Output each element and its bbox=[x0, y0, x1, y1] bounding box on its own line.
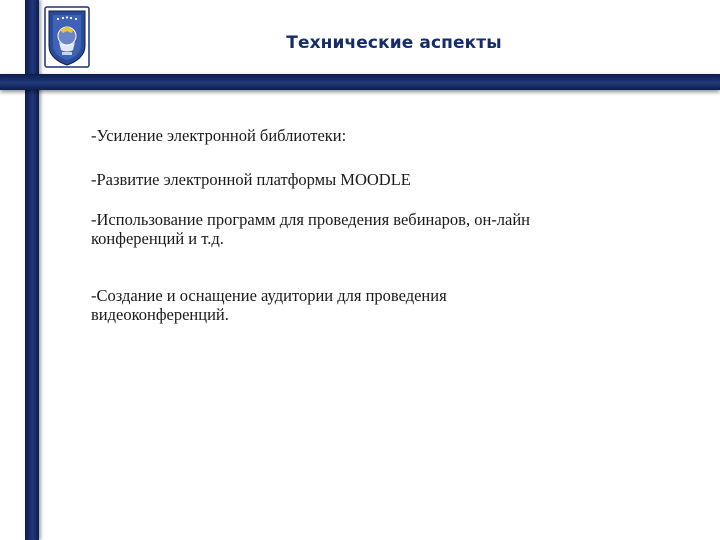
bullet-text-continuation: видеоконференций. bbox=[91, 305, 229, 324]
bullet-text: -Усиление электронной библиотеки: bbox=[91, 126, 347, 145]
bullet-text-continuation: конференций и т.д. bbox=[91, 229, 224, 248]
bullet-item bbox=[91, 286, 651, 324]
bullet-text: -Создание и оснащение аудитории для проведения bbox=[91, 286, 447, 305]
bullet-item bbox=[91, 170, 651, 189]
horizontal-accent-bar bbox=[0, 74, 720, 90]
bullet-text: -Использование программ для проведения вебинаров, он-лайн bbox=[91, 210, 531, 229]
bullet-text: -Развитие электронной платформы MOODLE bbox=[91, 170, 411, 189]
bullet-item bbox=[91, 210, 651, 248]
bullet-item bbox=[91, 126, 651, 145]
slide-title: Технические аспекты bbox=[286, 33, 502, 53]
